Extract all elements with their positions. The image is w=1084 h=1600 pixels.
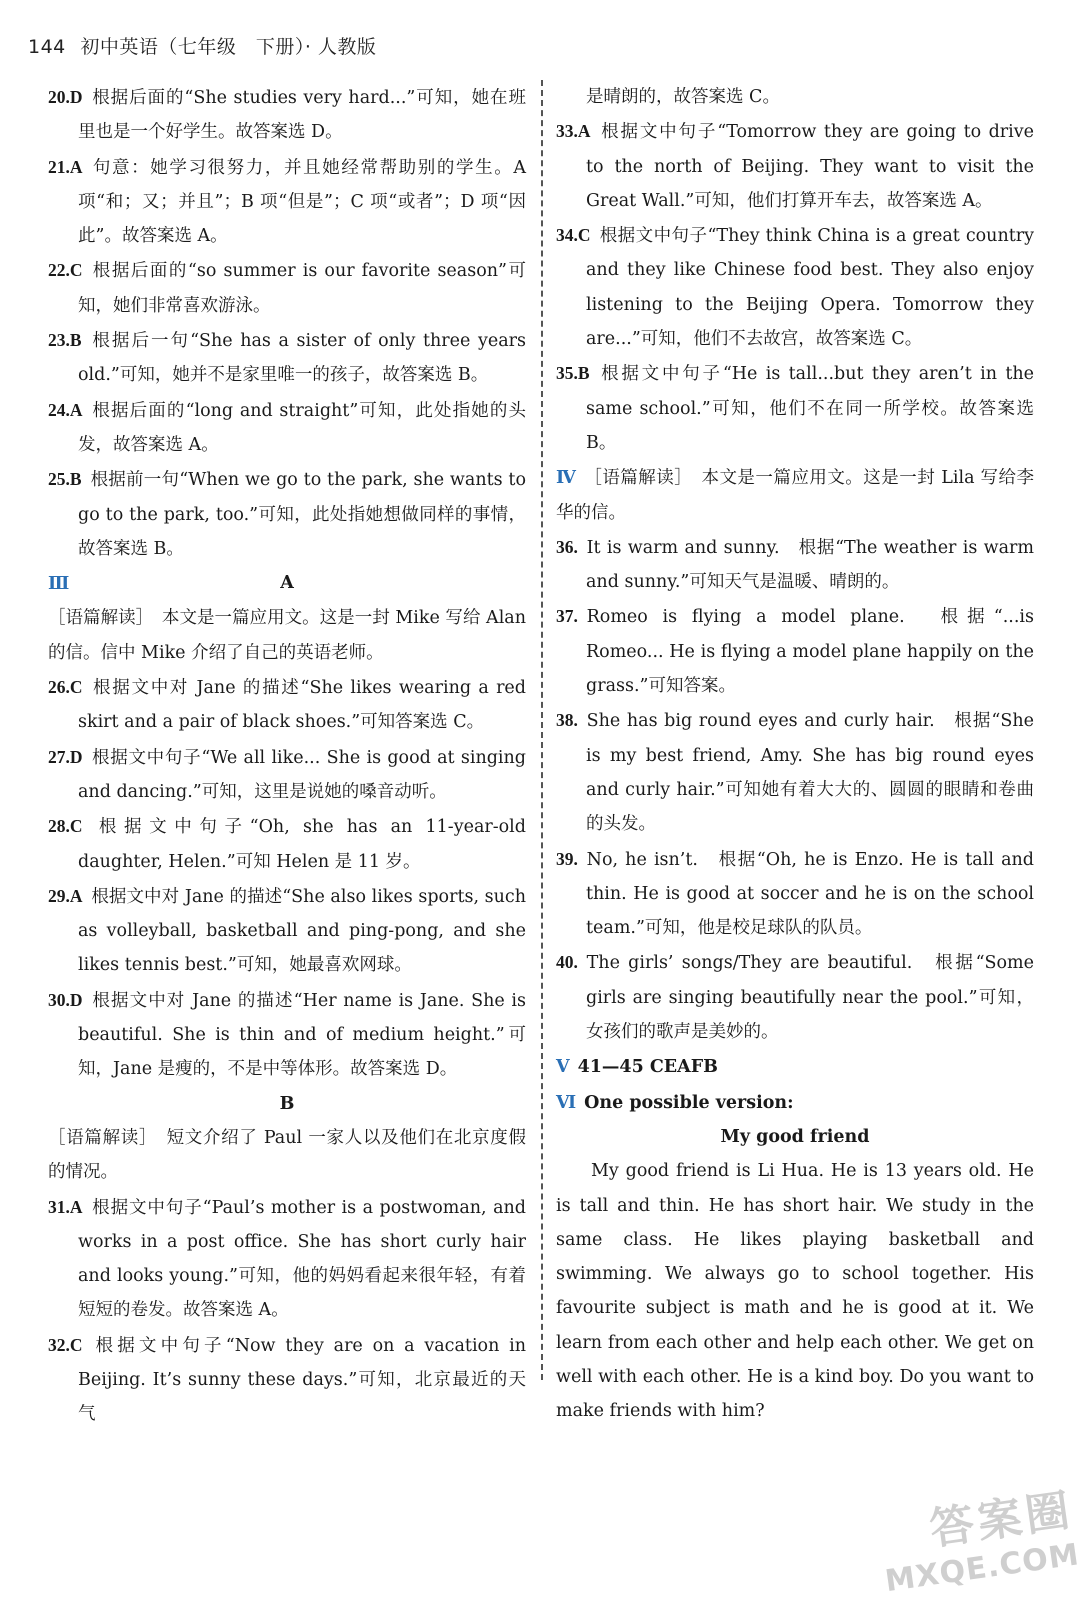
passage-a-intro: ［语篇解读］ 本文是一篇应用文。这是一封 Mike 写给 Alan 的信。信中 Mike 介绍了自己的英语老师。 [48, 608, 526, 663]
answer-item [48, 983, 526, 1087]
watermark-line-1: 答案圈 [927, 1484, 1077, 1556]
answer-explanation: She has big round eyes and curly hair. 根据“She is my best friend, Amy. She has big round eyes and curly hair.”可知她有着大大的、圆圆的眼睛和卷曲的头发。 [586, 711, 1034, 835]
answer-item [556, 945, 1034, 1049]
answer-item [556, 356, 1034, 460]
answer-explanation: Romeo is flying a model plane. 根据“...is Romeo... He is flying a model plane happily on the grass.”可知答案。 [586, 607, 1034, 697]
answer-item [48, 393, 526, 463]
answer-item [556, 599, 1034, 703]
page-header [28, 32, 376, 59]
answer-explanation: 根据文中句子“Paul’s mother is a postwoman, and works in a post office. She has short curly hair and looks young.”可知，他的妈妈看起来很年轻，有着短短的卷发。故答案选 A。 [78, 1197, 526, 1321]
answer-explanation: 根据文中对 Jane 的描述“She likes wearing a red skirt and a pair of black shoes.”可知答案选 C。 [78, 678, 526, 733]
answer-key: 28.C [48, 816, 83, 837]
section-5-answers: 41—45 CEAFB [577, 1057, 718, 1078]
answer-explanation: 根据文中句子“Oh, she has an 11-year-old daughter, Helen.”可知 Helen 是 11 岁。 [78, 817, 526, 872]
section-numeral: Ⅲ [48, 573, 70, 594]
section-3-header [48, 566, 526, 601]
answer-key: 30.D [48, 989, 83, 1010]
answer-explanation: 根据后面的“so summer is our favorite season”可知，她们非常喜欢游泳。 [78, 261, 526, 316]
site-watermark [874, 1474, 1082, 1599]
passage-b-intro: ［语篇解读］ 短文介绍了 Paul 一家人以及他们在北京度假的情况。 [48, 1127, 526, 1183]
answer-item [48, 253, 526, 323]
section-5 [556, 1049, 1034, 1084]
continued-answer: 是晴朗的，故答案选 C。 [586, 87, 780, 107]
answer-item [48, 670, 526, 740]
essay-body: My good friend is Li Hua. He is 13 years old. He is tall and thin. He has short hair. We study in the same class. He likes playing basketball and swimming. We always go to school together. His favourite subject is math and he is good at it. We learn from each other and help each other. We get on well with each other. He is a kind boy. Do you want to make friends with him? [556, 1161, 1034, 1422]
answer-key: 35.B [556, 363, 590, 384]
answer-explanation: 根据文中对 Jane 的描述“Her name is Jane. She is beautiful. She is thin and of medium height.”可知，Jane 是瘦的，不是中等体形。故答案选 D。 [78, 990, 526, 1080]
answer-key: 27.D [48, 746, 83, 767]
watermark-line-2: MXQE.COM [883, 1537, 1082, 1600]
answer-key: 25.B [48, 469, 82, 490]
answer-explanation: 根据后面的“She studies very hard...”可知，她在班里也是一个好学生。故答案选 D。 [78, 88, 526, 143]
answer-explanation: 根据文中句子“He is tall...but they aren’t in the same school.”可知，他们不在同一所学校。故答案选 B。 [586, 364, 1034, 453]
answer-explanation: 根据后面的“long and straight”可知，此处指她的头发，故答案选 A。 [78, 400, 526, 455]
answer-key: 40. [556, 952, 578, 973]
answer-item [48, 879, 526, 983]
answer-key: 20.D [48, 87, 83, 107]
answer-key: 37. [556, 606, 578, 627]
answer-item [48, 809, 526, 879]
section-numeral: Ⅳ [556, 467, 577, 488]
answer-item [556, 218, 1034, 356]
answer-explanation: 根据文中句子“Now they are on a vacation in Beijing. It’s sunny these days.”可知，北京最近的天气 [78, 1335, 526, 1425]
page-number: 144 [28, 36, 66, 58]
answer-key: 22.C [48, 260, 83, 281]
answer-item [48, 80, 526, 150]
answer-item [556, 530, 1034, 600]
answer-item [48, 323, 526, 393]
answer-key: 33.A [556, 121, 591, 142]
answer-key: 29.A [48, 885, 83, 906]
answer-item [48, 150, 526, 254]
answer-key: 24.A [48, 399, 83, 420]
left-column [48, 80, 526, 1432]
answer-key: 39. [556, 848, 578, 869]
section-4-intro-text: ［语篇解读］ 本文是一篇应用文。这是一封 Lila 写给李华的信。 [556, 468, 1035, 523]
answer-explanation: 根据文中句子“We all like... She is good at singing and dancing.”可知，这里是说她的嗓音动听。 [78, 747, 526, 802]
answer-key: 34.C [556, 225, 591, 246]
answer-item [556, 114, 1034, 218]
answer-key: 21.A [48, 156, 83, 177]
answer-key: 23.B [48, 330, 82, 351]
answer-item [48, 462, 526, 566]
section-numeral: Ⅴ [556, 1056, 570, 1077]
answer-explanation: 根据文中句子“Tomorrow they are going to drive to the north of Beijing. They want to visit the Great Wall.”可知，他们打算开车去，故答案选 A。 [586, 122, 1034, 211]
answer-key: 26.C [48, 677, 83, 698]
section-numeral: Ⅵ [556, 1091, 577, 1112]
answer-key: 38. [556, 710, 578, 731]
answer-item [48, 1328, 526, 1432]
sample-label: One possible version: [584, 1092, 794, 1113]
answer-key: 32.C [48, 1334, 83, 1355]
column-divider [541, 80, 543, 1380]
answer-explanation: 根据前一句“When we go to the park, she wants to go to the park, too.”可知，此处指她想做同样的事情，故答案选 B。 [78, 470, 526, 559]
passage-b-heading: B [279, 1093, 295, 1114]
answer-item [556, 703, 1034, 841]
answer-explanation: It is warm and sunny. 根据“The weather is warm and sunny.”可知天气是温暖、晴朗的。 [586, 537, 1034, 593]
section-4-intro [556, 460, 1034, 530]
answer-item [48, 740, 526, 810]
answer-key: 31.A [48, 1196, 83, 1217]
answer-explanation: 根据文中对 Jane 的描述“She also likes sports, such as volleyball, basketball and ping-pong, and she likes tennis best.”可知，她最喜欢网球。 [78, 886, 526, 976]
answer-explanation: 句意：她学习很努力，并且她经常帮助别的学生。A 项“和；又；并且”；B 项“但是”；C 项“或者”；D 项“因此”。故答案选 A。 [78, 157, 526, 247]
answer-explanation: The girls’ songs/They are beautiful. 根据“Some girls are singing beautifully near the pool.”可知，女孩们的歌声是美妙的。 [586, 953, 1034, 1043]
answer-explanation: 根据文中句子“They think China is a great country and they like Chinese food best. They also enjoy listening to the Beijing Opera. Tomorrow they are...”可知，他们不去故宫，故答案选 C。 [586, 226, 1034, 350]
answer-item [48, 1190, 526, 1328]
answer-explanation: 根据后一句“She has a sister of only three years old.”可知，她并不是家里唯一的孩子，故答案选 B。 [78, 331, 526, 386]
book-title: 初中英语（七年级 下册）· 人教版 [80, 36, 377, 58]
answer-key: 36. [556, 536, 578, 557]
answer-explanation: No, he isn’t. 根据“Oh, he is Enzo. He is tall and thin. He is good at soccer and he is on the school team.”可知，他是校足球队的队员。 [586, 849, 1034, 939]
right-column [556, 80, 1034, 1429]
passage-a-heading: A [280, 573, 294, 594]
section-6-label [556, 1085, 1034, 1120]
answer-item [556, 842, 1034, 946]
essay-title: My good friend [720, 1126, 870, 1147]
